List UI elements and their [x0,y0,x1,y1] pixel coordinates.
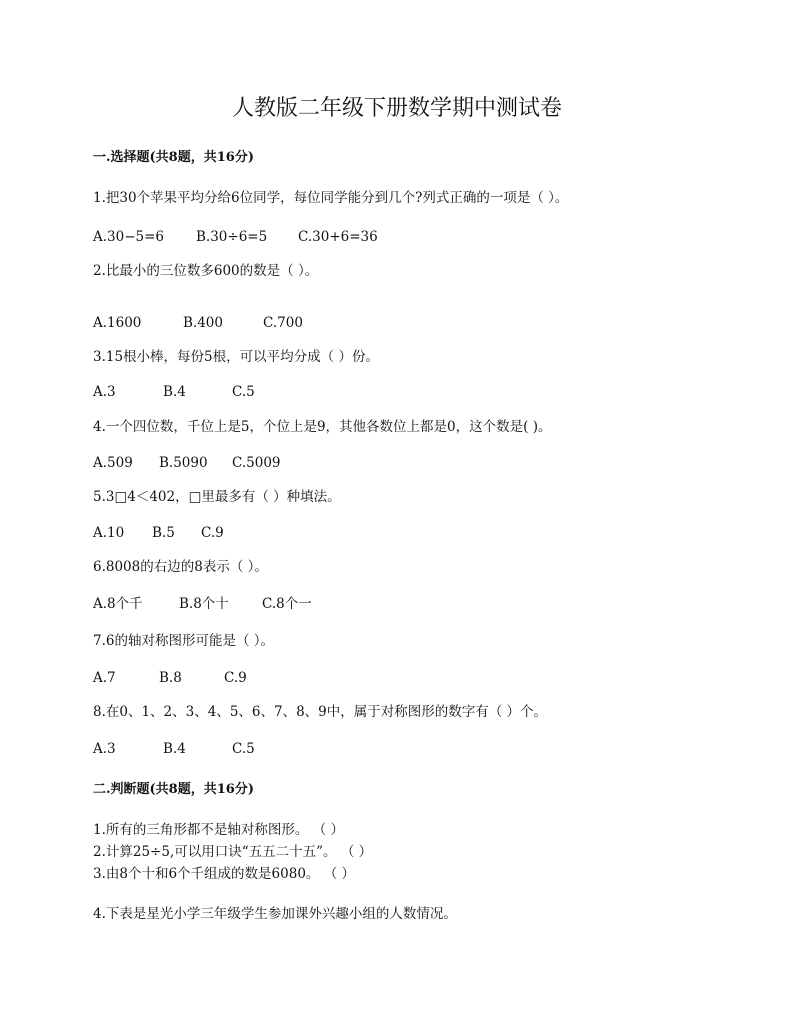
judgement-item-4: 4.下表是星光小学三年级学生参加课外兴趣小组的人数情况。 [93,906,457,922]
q6-option-c: C.8个一 [262,596,312,612]
q4-option-c: C.5009 [232,455,281,471]
q7-option-a: A.7 [93,670,116,686]
section-heading-choice: 一.选择题(共8题，共16分) [93,150,254,165]
q5-option-c: C.9 [201,525,224,541]
page-title: 人教版二年级下册数学期中测试卷 [231,96,562,121]
q3-option-c: C.5 [232,384,255,400]
question-5: 5.3□4＜402，□里最多有（ ）种填法。 [93,489,341,505]
judgement-item-1: 1.所有的三角形都不是轴对称图形。 （ ） [93,822,344,838]
question-6: 6.8008的右边的8表示（ ）。 [93,559,268,575]
question-3: 3.15根小棒，每份5根，可以平均分成（ ）份。 [93,349,379,365]
q1-option-a: A.30−5=6 [93,229,165,245]
q6-option-b: B.8个十 [179,596,229,612]
q1-option-b: B.30÷6=5 [196,229,268,245]
q2-option-a: A.1600 [93,315,142,331]
q3-option-b: B.4 [163,384,186,400]
q2-option-b: B.400 [183,315,223,331]
q4-option-a: A.509 [93,455,133,471]
question-2: 2.比最小的三位数多600的数是（ ）。 [93,263,319,279]
q8-option-b: B.4 [163,741,186,757]
question-4: 4.一个四位数，千位上是5，个位上是9，其他各数位上都是0，这个数是( )。 [93,419,552,435]
q2-option-c: C.700 [263,315,303,331]
q8-option-c: C.5 [232,741,255,757]
judgement-item-3: 3.由8个十和6个千组成的数是6080。 （ ） [93,866,355,882]
q8-option-a: A.3 [93,741,116,757]
q3-option-a: A.3 [93,384,116,400]
question-7: 7.6的轴对称图形可能是（ ）。 [93,633,275,649]
q1-option-c: C.30+6=36 [298,229,378,245]
q5-option-b: B.5 [152,525,175,541]
q6-option-a: A.8个千 [93,596,143,612]
section-heading-judgement: 二.判断题(共8题，共16分) [93,782,254,797]
q7-option-c: C.9 [224,670,247,686]
q4-option-b: B.5090 [159,455,208,471]
judgement-item-2: 2.计算25÷5,可以用口诀“五五二十五”。 （ ） [93,844,373,860]
q7-option-b: B.8 [159,670,182,686]
question-8: 8.在0、1、2、3、4、5、6、7、8、9中，属于对称图形的数字有（ ）个。 [93,704,548,720]
question-1: 1.把30个苹果平均分给6位同学，每位同学能分到几个?列式正确的一项是（ ）。 [93,190,569,206]
q5-option-a: A.10 [93,525,125,541]
